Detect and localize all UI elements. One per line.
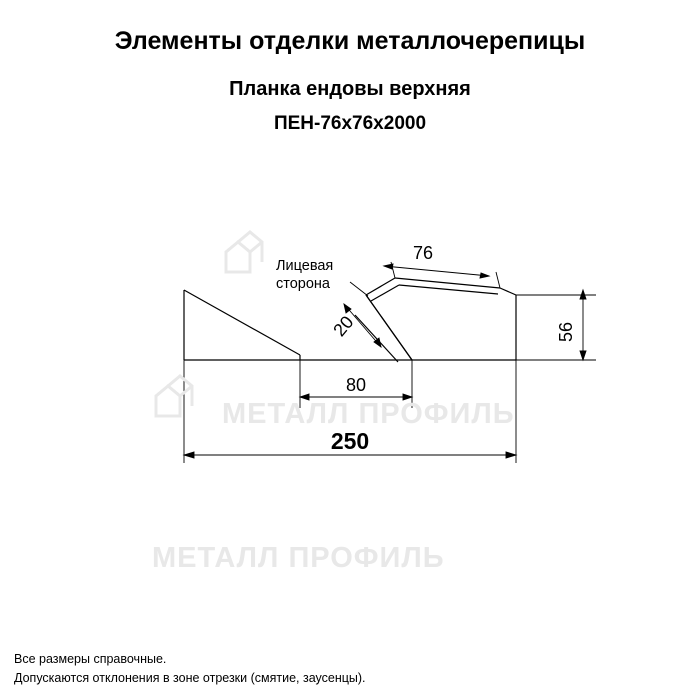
- dimension-76: [384, 243, 500, 288]
- dimension-250-label: 250: [330, 428, 370, 454]
- dimension-80: [300, 360, 412, 408]
- footer-note-2: Допускаются отклонения в зоне отрезки (смятие, заусенцы).: [14, 671, 366, 685]
- dimension-20-label: 20: [329, 312, 358, 341]
- face-side-leader-line: [350, 282, 368, 296]
- product-code: ПЕН-76х76х2000: [273, 113, 427, 134]
- dimension-56: [516, 290, 596, 360]
- face-side-annotation: [276, 258, 368, 296]
- face-side-label-line2: сторона: [276, 276, 330, 292]
- technical-drawing: [0, 170, 700, 590]
- dimension-80-label: 80: [345, 375, 367, 395]
- product-name: Планка ендовы верхняя: [229, 78, 471, 100]
- profile-detail-lines: [355, 295, 412, 362]
- dimension-20: [329, 304, 381, 347]
- face-side-label-line1: Лицевая: [276, 258, 334, 274]
- watermark-text-2: МЕТАЛЛ ПРОФИЛЬ: [152, 542, 445, 574]
- dimension-76-label: 76: [412, 243, 434, 263]
- footer-note-1: Все размеры справочные.: [14, 652, 167, 666]
- profile-drawing-svg: [0, 170, 700, 590]
- dimension-56-label: 56: [556, 321, 576, 343]
- title-block: [0, 0, 700, 135]
- page-title: Элементы отделки металлочерепицы: [114, 27, 586, 55]
- watermark-text-1: МЕТАЛЛ ПРОФИЛЬ: [222, 398, 515, 430]
- footer-notes: [14, 650, 366, 688]
